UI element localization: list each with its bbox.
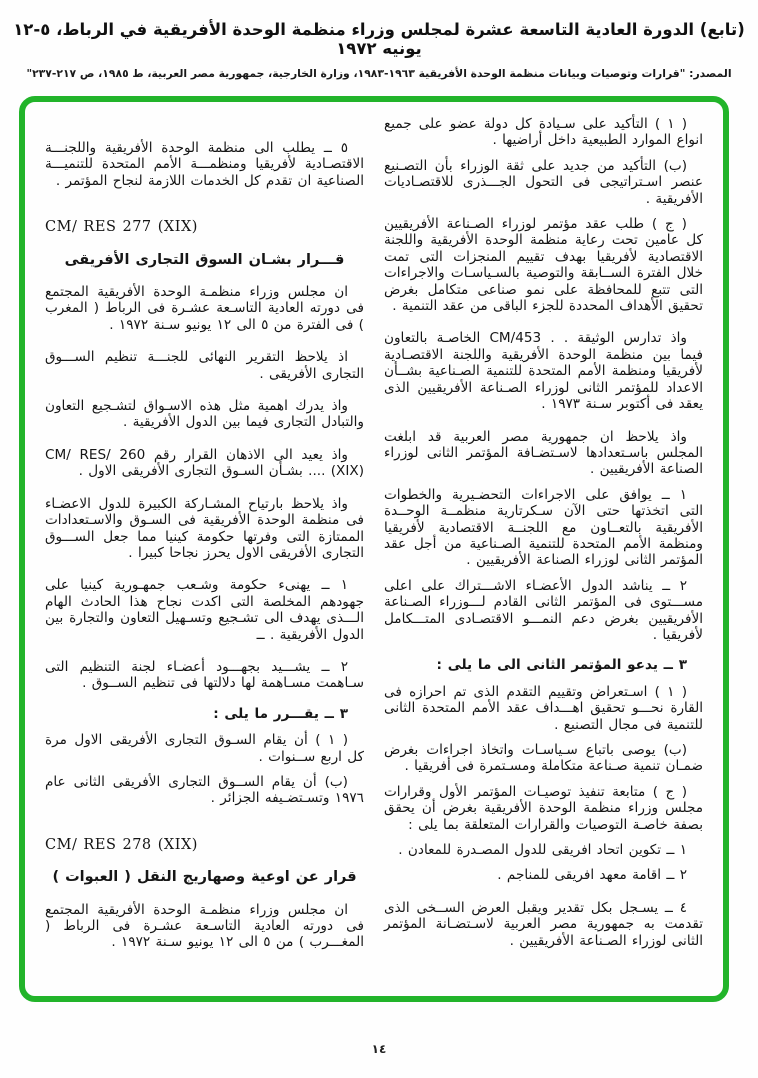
paragraph: (ب) يوصى باتباع سـياسـات واتخاذ اجراءات بغرض ضمـان تنمية صـناعة متكاملة ومسـتمرة فى أفريقيا . [384, 742, 703, 775]
paragraph: واذ يعيد الى الاذهان القرار رقم CM/ RES/ 260 (XIX) .... بشـأن السـوق التجارى الأفريقى الاول . [45, 446, 364, 480]
list-intro-heading: ٣ ــ يدعو المؤتمر الثانى الى ما يلى : [436, 657, 687, 674]
resolution-code: CM/ RES 278 (XIX) [45, 836, 198, 853]
paragraph: ( ج ) متابعة تنفيذ توصيـات المؤتمر الأول وقرارات مجلس وزراء منظمة الوحدة الأفريقية بغرض أن يحقق بصفة خاصـة التوصيات والقرارات المتعلقة بما يلى : [384, 783, 703, 833]
resolution-title: قـــرار بشـان السوق التجارى الأفريقى [64, 251, 345, 268]
paragraph: ٤ ــ يسـجل بكل تقدير ويقبل العرض الســخى الذى تقدمت به جمهورية مصر العربية لاسـتضـانة المؤتمر الثانى لوزراء الصـناعة الأفريقيين . [384, 899, 703, 949]
paragraph: ان مجلس وزراء منظمـة الوحدة الأفريقية المجتمع فى دورته العادية التاسـعة عشـرة فى الرباط ( المغرب ) فى الفترة من ٥ الى ١٢ يونيو سـنة ١٩٧٢ . [45, 284, 364, 333]
paragraph: ( ١ ) اسـتعراض وتقييم التقدم الذى تم احرازه فى القارة نحـــو تحقيق اهـــداف عقد الأمم المتحدة الثانى للتنمية فى مجال التصنيع . [384, 683, 703, 733]
list-item: ١ ــ تكوين اتحاد افريقى للدول المصـدرة للمعادن . [398, 842, 687, 859]
column-right [384, 116, 703, 986]
paragraph: ٢ ــ يشـــيد بجهـــود أعضـاء لجنة التنظيم التى سـاهمت مسـاهمة لها دلالتها فى تنظيم الســوق . [45, 658, 364, 692]
paragraph: ( ١ ) أن يقام السـوق التجارى الأفريقى الاول مرة كل اربع ســنوات . [45, 732, 364, 765]
paragraph: اذ يلاحظ التقرير النهائى للجنـــة تنظيم الســـوق التجارى الأفريقى . [45, 349, 364, 382]
resolution-code: CM/ RES 277 (XIX) [45, 219, 198, 236]
paragraph: (ب) التأكيد من جديد على ثقة الوزراء بأن التصـنيع عنصر اسـتراتيجى فى التحول الجـــذرى للاقتصـاديات الأفريقية . [384, 157, 703, 207]
list-intro-heading: ٣ ــ يقـــرر ما يلى : [213, 705, 348, 722]
page-header [0, 20, 758, 80]
paragraph: ٢ ــ يناشد الدول الأعضـاء الاشـــتراك على اعلى مســـتوى فى المؤتمر الثانى القادم لـــوزراء الصـناعة الأفريقيين بغرض دعم النمـــو الاقتصـادى المتـــكامل لأفريقيا . [384, 577, 703, 643]
paragraph: ( ١ ) التأكيد على سـيادة كل دولة عضو على جميع انواع الموارد الطبيعية داخل أراضيها . [384, 116, 703, 149]
paragraph: واذ تدارس الوثيقة . . CM/453 الخاصـة بالتعاون فيما بين منظمة الوحدة الأفريقية واللجنة الاقتصـادية لأفريقيا ومنظمة الأمم المتحدة للتنمية الصـناعية بشــأن الاعداد للمؤتمر الثانى لوزراء الصـناعة الأفريقيين الذى يعقد فى أكتوبر سـنة ١٩٧٣ . [384, 330, 703, 413]
page-number: ١٤ [371, 1042, 387, 1056]
paragraph: واذ يلاحظ بارتياح المشـاركة الكبيرة للدول الاعضـاء فى منظمة الوحدة الأفريقية فى السـوق والاسـتعدادات الممتازة التى وفرتها حكومة كينيا مما جعل الســـوق التجارى الأفريقى الاول يحرز نجاحا كبيرا . [45, 495, 364, 561]
paragraph: ٥ ــ يطلب الى منظمة الوحدة الأفريقية واللجنـــة الاقتصـادية لأفريقيا ومنظمـــة الأمم المتحدة للتنميـــة الصناعية ان تقدم كل الخدمات اللازمة لنجاح المؤتمر . [45, 140, 364, 189]
resolution-title: قرار عن اوعية وصهاريج النقل ( العبوات ) [52, 869, 357, 886]
paragraph: ١ ــ يوافق على الاجراءات التحضـيرية والخطوات التى اتخذتها حتى الآن سـكرتارية منظمــة الوحــدة الأفريقية بالتعــاون مع اللجنــة الاقتصادية لأفريقيا ومنظمة الأمم المتحدة للتنمية الصـناعية من أجل عقد المؤتمر الثانى لوزراء الصناعة الأفريقيين . [384, 486, 703, 569]
list-item: ٢ ــ اقامة معهد افريقى للمناجم . [497, 867, 687, 884]
paragraph: (ب) أن يقام الســوق التجارى الأفريقى الثانى عام ١٩٧٦ وتسـتضـيفه الجزائر . [45, 773, 364, 807]
paragraph: ( ج ) طلب عقد مؤتمر لوزراء الصـناعة الأفريقيين كل عامين تحت رعاية منظمة الوحدة الأفريقية واللجنة الاقتصادية لأفريقيا بهدف تقييم المنجزات التى تمت خلال الفترة الســابقة والتوصية بالسـياسـات والاجراءات التى تتبع للمحافظة على نمو صناعى متكامل بغرض تحقيق الأهداف المحددة للجزء الباقى من عقد التنمية . [384, 216, 703, 315]
page-footer [0, 1042, 758, 1056]
header-source: المصدر: "قرارات وتوصيات وبيانات منظمة الوحدة الأفريقية ١٩٦٣-١٩٨٣، وزارة الخارجية، جمهورية مصر العربية، ط ١٩٨٥، ص ٢١٧-٢٣٧" [26, 67, 732, 80]
header-title: (تابع) الدورة العادية التاسعة عشرة لمجلس وزراء منظمة الوحدة الأفريقية في الرباط، ٥-١٢ يونيه ١٩٧٢ [13, 20, 745, 58]
paragraph: واذ يلاحظ ان جمهورية مصر العربية قد ابلغت المجلس باسـتعدادها لاسـتضـافة المؤتمر الثانى لوزراء الصناعة الأفريقيين . [384, 428, 703, 478]
column-left [45, 116, 364, 986]
content-frame [19, 96, 729, 1002]
paragraph: ١ ــ يهنىء حكومة وشـعب جمهـورية كينيا على جهودهم المخلصة التى اكدت نجاح هذا الحادث الهام الـــذى يهدف الى تشـجيع وتسـهيل التعاون والتجارة بين الدول الأفريقية . ــ [45, 577, 364, 643]
paragraph: ان مجلس وزراء منظمـة الوحدة الأفريقية المجتمع فى دورته العادية التاسـعة عشـرة فى الرباط ( المغـــرب ) من ٥ الى ١٢ يونيو سـنة ١٩٧٢ . [45, 901, 364, 951]
text-columns [25, 102, 723, 996]
paragraph: واذ يدرك اهمية مثل هذه الاسـواق لتشـجيع التعاون والتبادل التجارى فيما بين الدول الأفريقية . [45, 398, 364, 431]
